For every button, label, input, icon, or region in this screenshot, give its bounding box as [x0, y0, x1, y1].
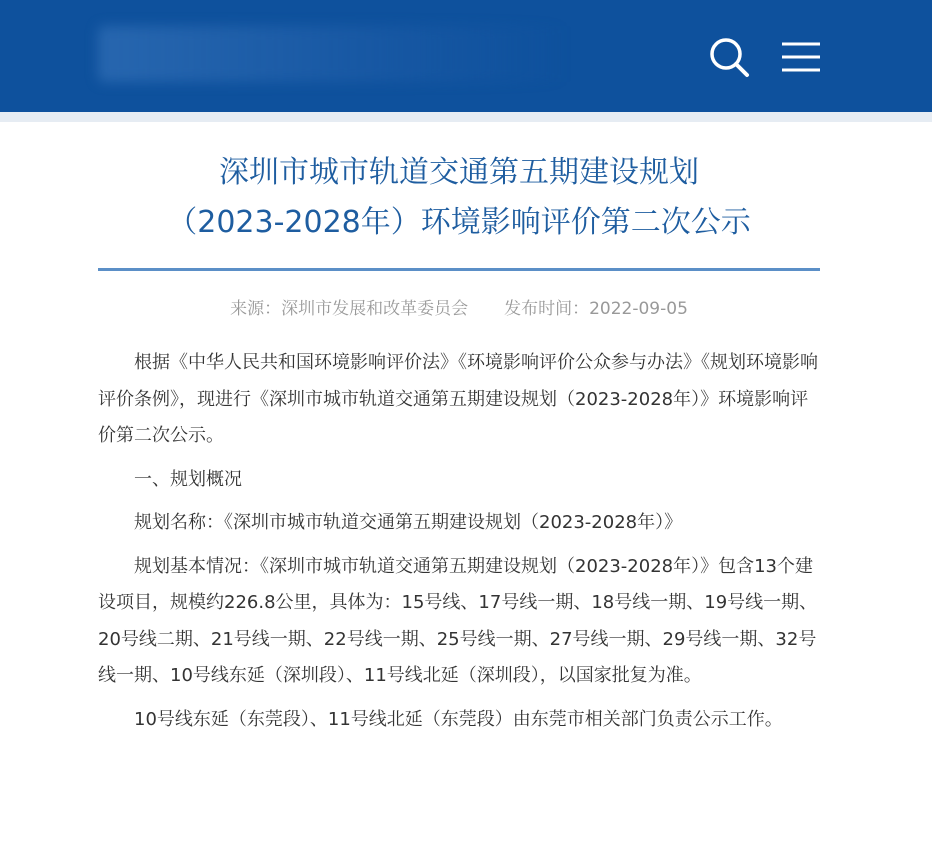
- site-header: [0, 0, 932, 112]
- article-title: [98, 148, 820, 248]
- article-title-line-1: 深圳市城市轨道交通第五期建设规划: [219, 155, 699, 190]
- source-label: 来源：: [230, 299, 282, 319]
- article-meta: [98, 294, 820, 324]
- search-icon: [706, 34, 752, 80]
- paragraph-plan-details: 规划基本情况：《深圳市城市轨道交通第五期建设规划（2023-2028年）》包含13个建设项目，规模约226.8公里，具体为：15号线、17号线一期、18号线一期、19号线一期、20号线二期、21号线一期、22号线一期、25号线一期、27号线一期、29号线一期、32号线一期、10号线东延（深圳段）、11号线北延（深圳段），以国家批复为准。: [98, 555, 818, 686]
- menu-button[interactable]: [778, 34, 824, 80]
- date-value: 2022-09-05: [589, 299, 688, 319]
- site-logo[interactable]: [98, 26, 568, 82]
- paragraph-dongguan: 10号线东延（东莞段）、11号线北延（东莞段）由东莞市相关部门负责公示工作。: [134, 708, 783, 730]
- search-button[interactable]: [706, 34, 752, 80]
- paragraph-intro: 根据《中华人民共和国环境影响评价法》《环境影响评价公众参与办法》《规划环境影响评价条例》，现进行《深圳市城市轨道交通第五期建设规划（2023-2028年）》环境影响评价第二次公示。: [98, 352, 818, 446]
- header-shadow-band: [0, 112, 932, 122]
- date-label: 发布时间：: [504, 299, 590, 319]
- article-body: [98, 345, 820, 745]
- source-value: 深圳市发展和改革委员会: [281, 299, 469, 319]
- title-divider: [98, 268, 820, 271]
- paragraph-plan-name: 规划名称：《深圳市城市轨道交通第五期建设规划（2023-2028年）》: [134, 512, 683, 533]
- menu-icon: [778, 34, 824, 80]
- article-title-line-2: （2023-2028年）环境影响评价第二次公示: [167, 205, 751, 240]
- section-heading: 一、规划概况: [134, 468, 242, 490]
